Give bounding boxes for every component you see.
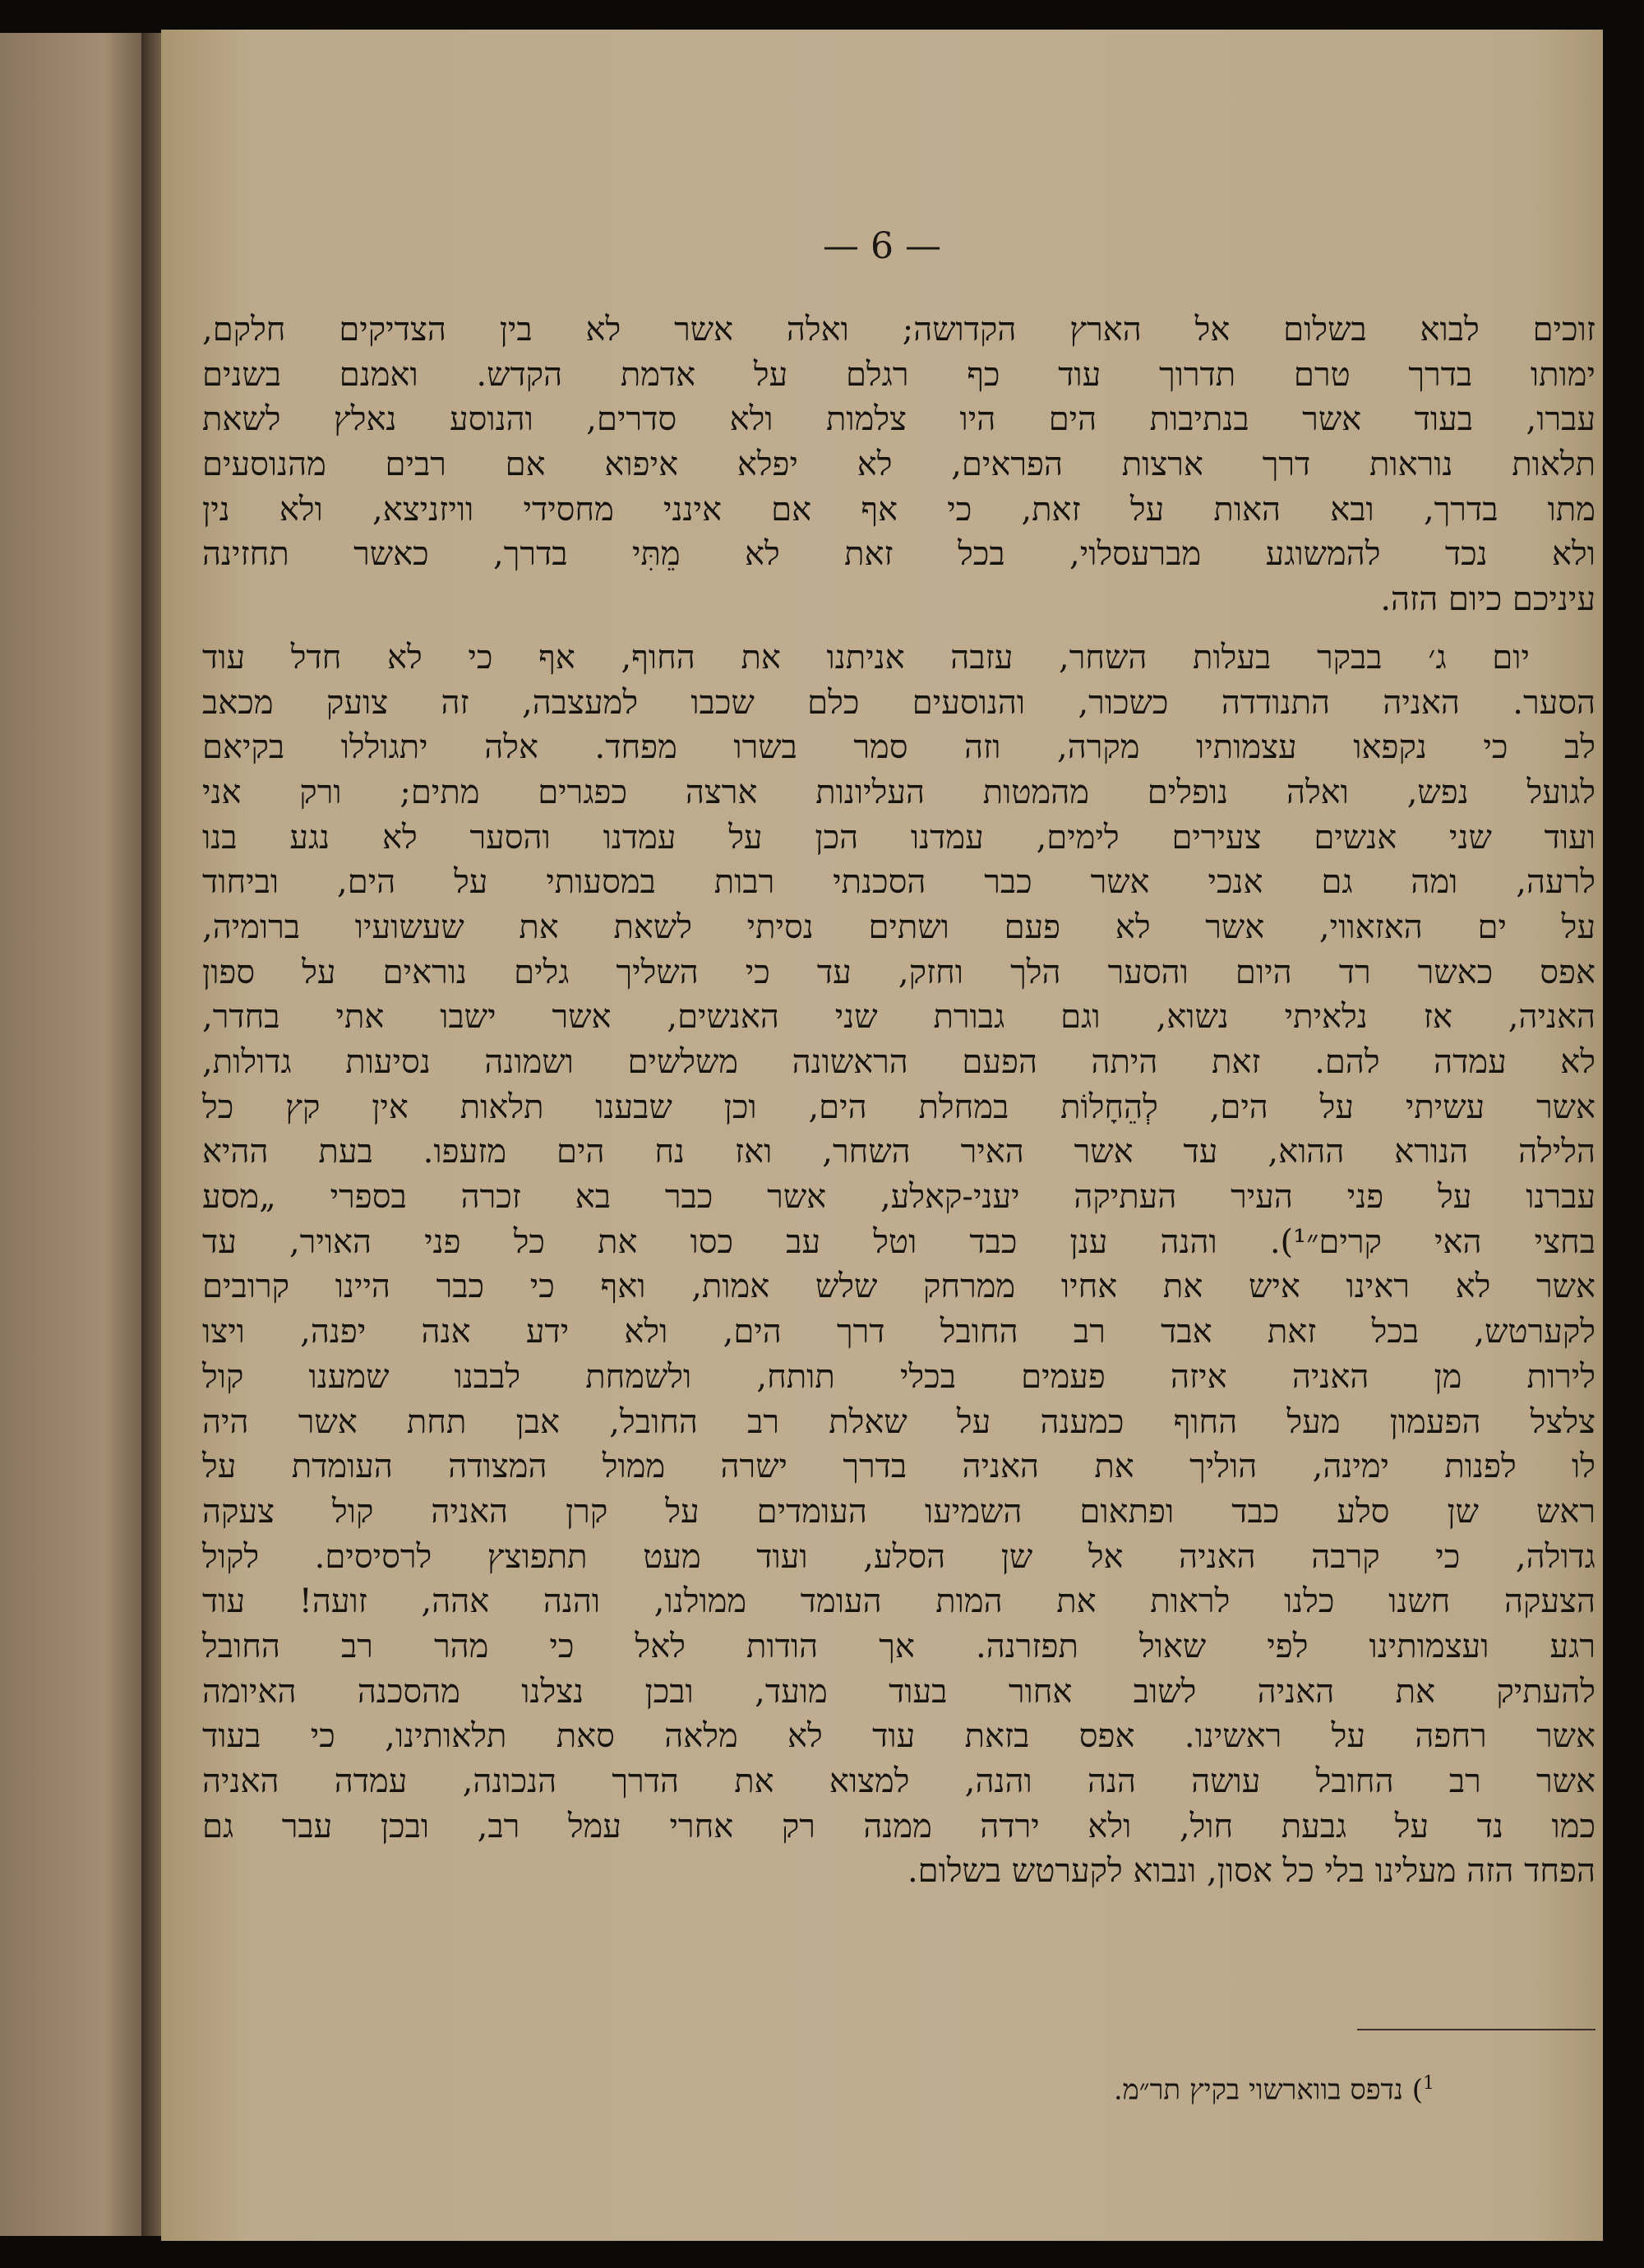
text-line: הלילה הנורא ההוא, עד אשר האיר השחר, ואז נח הים מזעפו. בעת ההיא (202, 1133, 1596, 1171)
footnote-divider (1357, 2029, 1596, 2030)
text-line: ועוד שני אנשים צעירים לימים, עמדנו הכן על עמדנו והסער לא נגע בנו (202, 818, 1596, 857)
text-line: לא עמדה להם. זאת היתה הפעם הראשונה משלשים ושמונה נסיעות גדולות, (202, 1043, 1596, 1081)
footnote-text: ) נדפס בווארשוי בקיץ תר״מ. (1113, 2073, 1423, 2107)
footnote-marker: 1 (1423, 2073, 1434, 2094)
text-line: תלאות נוראות דרך ארצות הפראים, לא יפלא איפוא אם רבים מהנוסעים (202, 446, 1596, 484)
book-page (161, 30, 1603, 2241)
text-line: הסער. האניה התנודדה כשכור, והנוסעים כלם שכבו למעצבה, זה צועק מכאב (202, 683, 1596, 722)
text-line: ולא נכד להמשוגע מברעסלוי, בכל זאת לא מֵתִּי בדרך, כאשר תחזינה (202, 535, 1596, 574)
text-line: גדולה, כי קרבה האניה אל שן הסלע, ועוד מעט תתפוצץ לרסיסים. לקול (202, 1537, 1596, 1576)
text-line: האניה, אז נלאיתי נשוא, וגם גבורת שני האנשים, אשר ישבו אתי בחדר, (202, 998, 1596, 1037)
text-line: יום ג׳ בבקר בעלות השחר, עזבה אניתנו את החוף, אף כי לא חדל עוד (202, 638, 1530, 677)
text-line: לגועל נפש, ואלה נופלים מהמטות העליונות ארצה כפגרים מתים; ורק אני (202, 773, 1596, 811)
text-line: אשר עשיתי על הים, לְהֵחָלוֹת במחלת הים, וכן שבענו תלאות אין קץ כל (202, 1088, 1596, 1126)
text-line: בחצי האי קרים״¹). והנה ענן כבד וטל עב כסו את כל פני האויר, עד (202, 1222, 1596, 1261)
text-line: כמו נד על גבעת חול, ולא ירדה ממנה רק אחרי עמל רב, ובכן עבר גם (202, 1807, 1596, 1845)
text-line: אשר רב החובל עושה הנה והנה, למצוא את הדרך הנכונה, עמדה האניה (202, 1762, 1596, 1800)
text-line: לקערטש, בכל זאת אבד רב החובל דרך הים, ולא ידע אנה יפנה, ויצו (202, 1313, 1596, 1351)
text-line: הצעקה חשנו כלנו לראות את המות העומד ממולנו, והנה אהה, זועה! עוד (202, 1582, 1596, 1621)
text-line: רגע ועצמותינו לפי שאול תפזרנה. אך הודות לאל כי מהר רב החובל (202, 1627, 1596, 1665)
text-line: לירות מן האניה איזה פעמים בכלי תותח, ולשמחת לבבנו שמענו קול (202, 1357, 1596, 1396)
text-line: להעתיק את האניה לשוב אחור בעוד מועד, ובכן נצלנו מהסכנה האיומה (202, 1672, 1596, 1711)
text-line: מתו בדרך, ובא האות על זאת, כי אף אם אינני מחסידי וויזניצא, ולא נין (202, 490, 1596, 529)
text-line: לב כי נקפאו עצמותיו מקרה, וזה סמר בשרו מפחד. אלה יתגוללו בקיאם (202, 728, 1596, 767)
text-line: עברנו על פני העיר העתיקה יעני-קאלע, אשר כבר בא זכרה בספרי „מסע (202, 1178, 1596, 1217)
text-line: עיניכם כיום הזה. (1380, 580, 1596, 619)
text-line: זוכים לבוא בשלום אל הארץ הקדושה; ואלה אשר לא בין הצדיקים חלקם, (202, 311, 1596, 349)
text-line: על ים האזאווי, אשר לא פעם ושתים נסיתי לשאת את שעשועיו ברומיה, (202, 908, 1596, 946)
text-line: צלצל הפעמון מעל החוף כמענה על שאלת רב החובל, אבן תחת אשר היה (202, 1402, 1596, 1441)
text-line: אשר רחפה על ראשינו. אפס בזאת עוד לא מלאה סאת תלאותינו, כי בעוד (202, 1717, 1596, 1756)
paragraph (202, 635, 1596, 1894)
text-line: הפחד הזה מעלינו בלי כל אסון, ונבוא לקערטש בשלום. (907, 1852, 1596, 1891)
text-line: ימותו בדרך טרם תדרוך עוד כף רגלם על אדמת הקדש. ואמנם בשנים (202, 355, 1596, 394)
footnote (1114, 2073, 1434, 2106)
body-text (202, 307, 1596, 1894)
text-line: עברו, בעוד אשר בנתיבות הים היו צלמות ולא סדרים, והנוסע נאלץ לשאת (202, 400, 1596, 439)
paragraph-gap (202, 622, 1596, 635)
page-number: — 6 — (823, 225, 941, 267)
paragraph (202, 307, 1596, 622)
text-line: אפס כאשר רד היום והסער הלך וחזק, עד כי השליך גלים נוראים על ספון (202, 953, 1596, 991)
text-line: ראש שן סלע כבד ופתאום השמיעו העומדים על קרן האניה קול צעקה (202, 1492, 1596, 1531)
facing-page-edge (0, 33, 148, 2236)
text-line: אשר לא ראינו איש את אחיו ממרחק שלש אמות, ואף כי כבר היינו קרובים (202, 1268, 1596, 1306)
text-line: לרעה, ומה גם אנכי אשר כבר הסכנתי רבות במסעותי על הים, וביחוד (202, 863, 1596, 902)
text-line: לו לפנות ימינה, הוליך את האניה בדרך ישרה ממול המצודה העומדת על (202, 1448, 1596, 1486)
